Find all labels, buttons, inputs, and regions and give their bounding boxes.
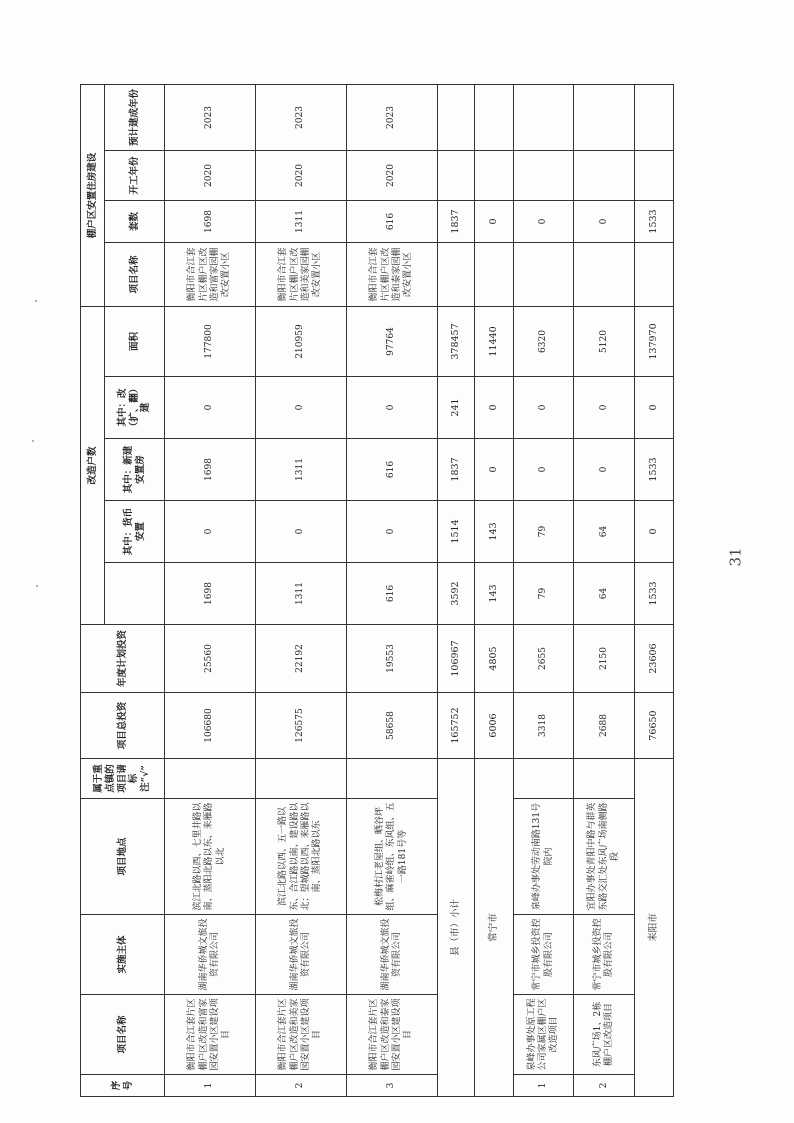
row-project-name: 衡阳市合江套片区棚户区改造和美家园安置小区建设项目 bbox=[255, 995, 346, 1075]
row-seq: 1 bbox=[513, 1075, 574, 1097]
row-location: 松梅村江老屋组、晒谷坪组、麻雀岭组、东风组、五一路181号等 bbox=[346, 799, 437, 915]
leiyang-housing-project bbox=[634, 242, 673, 306]
row-cash: 0 bbox=[165, 501, 256, 563]
row-completion-year bbox=[513, 84, 574, 150]
changning-completion-year bbox=[474, 84, 513, 150]
row-location: 滨江北路以西、七里井路以南、蒸阳北路以东、来雁路以北 bbox=[165, 799, 256, 915]
row-start-year: 2020 bbox=[165, 150, 256, 200]
changning-housing-project bbox=[474, 242, 513, 306]
row-annual-investment: 22192 bbox=[255, 625, 346, 693]
row-project-name: 衡阳市合江套片区棚户区改造和富家园安置小区建设项目 bbox=[165, 995, 256, 1075]
row-seq: 1 bbox=[165, 1075, 256, 1097]
changning-expansion: 0 bbox=[474, 377, 513, 439]
row-annual-investment: 2150 bbox=[574, 625, 635, 693]
row-new-housing: 1311 bbox=[255, 439, 346, 501]
row-cash: 0 bbox=[346, 501, 437, 563]
leiyang-expansion: 0 bbox=[634, 377, 673, 439]
shantytown-renovation-table bbox=[80, 84, 674, 1097]
subtotal-start-year bbox=[437, 150, 474, 200]
row-expansion: 0 bbox=[346, 377, 437, 439]
row-project-name: 东风广场1、2栋棚户区改造项目 bbox=[574, 995, 635, 1075]
row-start-year: 2020 bbox=[255, 150, 346, 200]
row-area: 97764 bbox=[346, 306, 437, 376]
row-implementer: 湖南华侨城文旅投资有限公司 bbox=[165, 915, 256, 995]
subtotal-annual-investment: 106967 bbox=[437, 625, 474, 693]
subtotal-households: 3592 bbox=[437, 563, 474, 625]
row-housing-project bbox=[574, 242, 635, 306]
row-area: 5120 bbox=[574, 306, 635, 376]
row-key-town bbox=[346, 759, 437, 799]
row-housing-project bbox=[513, 242, 574, 306]
header-location: 项目地点 bbox=[81, 799, 165, 915]
row-total-investment: 126575 bbox=[255, 693, 346, 759]
row-housing-project: 衡阳市合江套片区棚户区改造和富家园棚改安置小区 bbox=[165, 242, 256, 306]
row-completion-year: 2023 bbox=[346, 84, 437, 150]
subtotal-total-investment: 165752 bbox=[437, 693, 474, 759]
row-location: 滨江北路以西、五一路以东、合江路以南、建设路以北；望城路以西、来雁路以南、蒸阳北路以东 bbox=[255, 799, 346, 915]
changning-households: 143 bbox=[474, 563, 513, 625]
subtotal-area: 378457 bbox=[437, 306, 474, 376]
changning-total-row bbox=[474, 84, 513, 1096]
row-project-name: 衡阳市合江套片区棚户区改造和泰家园安置小区建设项目 bbox=[346, 995, 437, 1075]
header-seq: 序号 bbox=[81, 1075, 165, 1097]
leiyang-cash: 0 bbox=[634, 501, 673, 563]
row-units: 0 bbox=[574, 200, 635, 242]
table-row bbox=[574, 84, 635, 1096]
header-key-town: 属于重点镇的项目请标注“√” bbox=[81, 759, 165, 799]
row-start-year bbox=[574, 150, 635, 200]
row-implementer: 常宁市城乡投资控股有限公司 bbox=[513, 915, 574, 995]
changning-label: 常宁市 bbox=[474, 759, 513, 1097]
row-cash: 0 bbox=[255, 501, 346, 563]
row-households: 1311 bbox=[255, 563, 346, 625]
row-cash: 79 bbox=[513, 501, 574, 563]
row-implementer: 湖南华侨城文旅投资有限公司 bbox=[346, 915, 437, 995]
leiyang-annual-investment: 23606 bbox=[634, 625, 673, 693]
row-units: 616 bbox=[346, 200, 437, 242]
row-completion-year bbox=[574, 84, 635, 150]
row-implementer: 湖南华侨城文旅投资有限公司 bbox=[255, 915, 346, 995]
row-location: 宜阳办事处青阳中路与群英东路交汇处东风广场南侧路段 bbox=[574, 799, 635, 915]
row-units: 1311 bbox=[255, 200, 346, 242]
row-start-year bbox=[513, 150, 574, 200]
county-subtotal-row bbox=[437, 84, 474, 1096]
row-key-town bbox=[513, 759, 574, 799]
changning-total-investment: 6006 bbox=[474, 693, 513, 759]
row-total-investment: 58658 bbox=[346, 693, 437, 759]
leiyang-total-investment: 76650 bbox=[634, 693, 673, 759]
changning-area: 11440 bbox=[474, 306, 513, 376]
row-completion-year: 2023 bbox=[165, 84, 256, 150]
row-implementer: 常宁市城乡投资控股有限公司 bbox=[574, 915, 635, 995]
row-housing-project: 衡阳市合江套片区棚户区改造和美家园棚改安置小区 bbox=[255, 242, 346, 306]
header-cash-resettlement: 其中：货币安置 bbox=[105, 501, 165, 563]
row-households: 79 bbox=[513, 563, 574, 625]
row-expansion: 0 bbox=[513, 377, 574, 439]
row-new-housing: 616 bbox=[346, 439, 437, 501]
subtotal-completion-year bbox=[437, 84, 474, 150]
leiyang-new-housing: 1533 bbox=[634, 439, 673, 501]
row-annual-investment: 19553 bbox=[346, 625, 437, 693]
changning-start-year bbox=[474, 150, 513, 200]
subtotal-new-housing: 1837 bbox=[437, 439, 474, 501]
header-housing-project-name: 项目名称 bbox=[105, 242, 165, 306]
table-row bbox=[165, 84, 256, 1096]
row-new-housing: 0 bbox=[513, 439, 574, 501]
header-housing-units: 套数 bbox=[105, 200, 165, 242]
row-seq: 2 bbox=[255, 1075, 346, 1097]
subtotal-housing-project bbox=[437, 242, 474, 306]
scan-speck bbox=[35, 300, 37, 302]
header-start-year: 开工年份 bbox=[105, 150, 165, 200]
leiyang-completion-year bbox=[634, 84, 673, 150]
row-area: 177800 bbox=[165, 306, 256, 376]
leiyang-area: 137970 bbox=[634, 306, 673, 376]
row-completion-year: 2023 bbox=[255, 84, 346, 150]
header-project-name: 项目名称 bbox=[81, 995, 165, 1075]
row-project-name: 泉峰办事处原工程公司家属区棚户区改造项目 bbox=[513, 995, 574, 1075]
row-key-town bbox=[165, 759, 256, 799]
row-expansion: 0 bbox=[165, 377, 256, 439]
changning-units: 0 bbox=[474, 200, 513, 242]
row-location: 泉峰办事处劳动南路131号院内 bbox=[513, 799, 574, 915]
row-households: 1698 bbox=[165, 563, 256, 625]
changning-annual-investment: 4805 bbox=[474, 625, 513, 693]
row-households: 616 bbox=[346, 563, 437, 625]
leiyang-label: 耒阳市 bbox=[634, 759, 673, 1097]
subtotal-label: 县（市）小计 bbox=[437, 759, 474, 1097]
leiyang-households: 1533 bbox=[634, 563, 673, 625]
header-households-total bbox=[105, 563, 165, 625]
subtotal-units: 1837 bbox=[437, 200, 474, 242]
header-total-investment: 项目总投资 bbox=[81, 693, 165, 759]
header-implementer: 实施主体 bbox=[81, 915, 165, 995]
leiyang-units: 1533 bbox=[634, 200, 673, 242]
row-annual-investment: 2655 bbox=[513, 625, 574, 693]
header-resettlement-housing: 棚户区安置住房建设 bbox=[81, 84, 105, 306]
header-renovation-households: 改造户数 bbox=[81, 306, 105, 624]
document-sheet bbox=[80, 85, 674, 1097]
row-housing-project: 衡阳市合江套片区棚户区改造和泰家园棚改安置小区 bbox=[346, 242, 437, 306]
header-annual-investment: 年度计划投资 bbox=[81, 625, 165, 693]
row-start-year: 2020 bbox=[346, 150, 437, 200]
row-seq: 3 bbox=[346, 1075, 437, 1097]
leiyang-total-row bbox=[634, 84, 673, 1096]
row-total-investment: 106680 bbox=[165, 693, 256, 759]
row-households: 64 bbox=[574, 563, 635, 625]
row-total-investment: 3318 bbox=[513, 693, 574, 759]
subtotal-expansion: 241 bbox=[437, 377, 474, 439]
row-expansion: 0 bbox=[574, 377, 635, 439]
row-annual-investment: 25560 bbox=[165, 625, 256, 693]
changning-new-housing: 0 bbox=[474, 439, 513, 501]
row-area: 210959 bbox=[255, 306, 346, 376]
leiyang-start-year bbox=[634, 150, 673, 200]
row-units: 0 bbox=[513, 200, 574, 242]
row-key-town bbox=[255, 759, 346, 799]
row-expansion: 0 bbox=[255, 377, 346, 439]
row-total-investment: 2688 bbox=[574, 693, 635, 759]
changning-cash: 143 bbox=[474, 501, 513, 563]
subtotal-cash: 1514 bbox=[437, 501, 474, 563]
scan-speck bbox=[32, 440, 34, 442]
header-area: 面积 bbox=[105, 306, 165, 376]
header-new-resettlement-housing: 其中：新建安置房 bbox=[105, 439, 165, 501]
row-new-housing: 1698 bbox=[165, 439, 256, 501]
row-seq: 2 bbox=[574, 1075, 635, 1097]
header-renovation-expansion: 其中：改（扩、翻）建 bbox=[105, 377, 165, 439]
scan-speck bbox=[36, 585, 38, 587]
row-new-housing: 0 bbox=[574, 439, 635, 501]
page-number: 31 bbox=[726, 547, 745, 567]
table-row bbox=[255, 84, 346, 1096]
table-row bbox=[346, 84, 437, 1096]
row-cash: 64 bbox=[574, 501, 635, 563]
row-units: 1698 bbox=[165, 200, 256, 242]
header-completion-year: 预计建成年份 bbox=[105, 84, 165, 150]
table-row bbox=[513, 84, 574, 1096]
row-key-town bbox=[574, 759, 635, 799]
row-area: 6320 bbox=[513, 306, 574, 376]
